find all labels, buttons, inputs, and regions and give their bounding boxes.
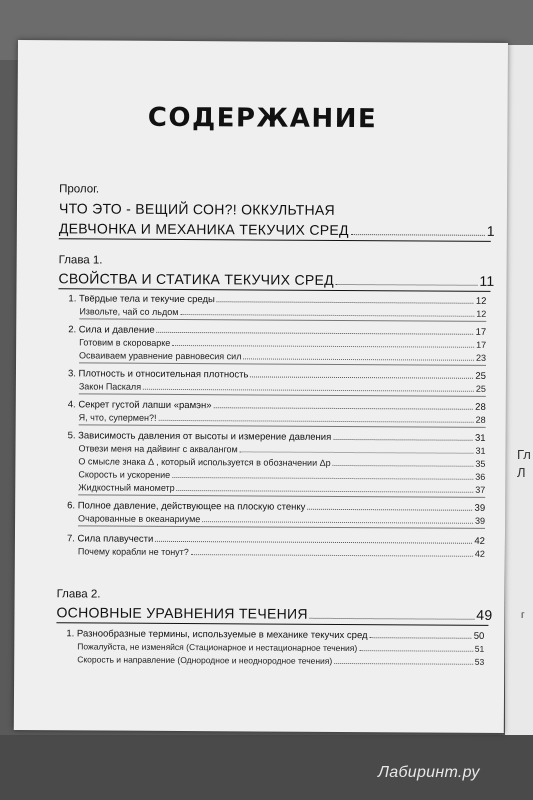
prologue-label: Пролог. [59, 183, 100, 196]
section-divider [79, 362, 486, 365]
chapter2-label: Глава 2. [56, 588, 101, 601]
chapter1-label: Глава 1. [58, 254, 103, 267]
toc-subsection: О смысле знака Δ , который используется в обозначении Δp 35 [78, 456, 486, 469]
leader-dots [217, 294, 474, 304]
section-divider [79, 424, 486, 427]
leader-dots [155, 534, 472, 544]
chapter2-rule [56, 622, 488, 626]
section-divider [78, 525, 485, 528]
section-divider [78, 494, 485, 497]
section-divider [79, 318, 486, 321]
section-divider [79, 393, 486, 396]
toc-section: 1. Твёрдые тела и текучие среды 12 [68, 293, 487, 307]
leader-dots [250, 369, 473, 378]
leader-dots [334, 656, 473, 665]
prologue-title-line1: ЧТО ЭТО - ВЕЩИЙ СОН?! ОККУЛЬТНАЯ [58, 200, 336, 218]
chapter2-title-line: ОСНОВНЫЕ УРАВНЕНИЯ ТЕЧЕНИЯ 49 [56, 604, 493, 623]
leader-dots [333, 458, 474, 467]
leader-dots [336, 274, 477, 286]
toc-subsection: Извольте, чай со льдом 12 [79, 306, 487, 319]
chapter1-page: 11 [479, 272, 495, 289]
leader-dots [172, 470, 473, 480]
toc-subsection: Очарованные в океанариуме 39 [78, 513, 486, 526]
toc-section: 1. Разнообразные термины, используемые в механике текучих сред 50 [66, 628, 485, 642]
toc-section: 7. Сила плавучести 42 [66, 533, 485, 547]
toc-section: 6. Полное давление, действующее на плоскую стенку 39 [67, 500, 486, 514]
leader-dots [240, 444, 474, 453]
toc-section: 2. Сила и давление 17 [68, 324, 487, 338]
toc-subsection: Скорость и направление (Однородное и неоднородное течения) 53 [77, 654, 485, 667]
adjacent-page-fragment: Гл [517, 447, 531, 462]
chapter1-rule [58, 288, 490, 292]
prologue-title-line2: ДЕВЧОНКА И МЕХАНИКА ТЕКУЧИХ СРЕД 1 [58, 220, 495, 239]
leader-dots [180, 307, 474, 317]
toc-section: 5. Зависимость давления от высоты и измерение давления 31 [67, 430, 486, 444]
toc-subsection: Жидкостный манометр 37 [78, 482, 486, 495]
leader-dots [307, 502, 472, 511]
watermark: Лабиринт.ру [378, 764, 480, 781]
adjacent-page [505, 45, 533, 735]
leader-dots [143, 382, 474, 392]
contents-page [14, 40, 508, 733]
prologue-rule [59, 238, 491, 242]
toc-subsection: Закон Паскаля 25 [78, 381, 486, 394]
toc-subsection: Скорость и ускорение 36 [78, 469, 486, 482]
toc-subsection: Пожалуйста, не изменяйся (Стационарное и нестационарное течения) 51 [77, 641, 485, 654]
leader-dots [359, 643, 473, 652]
leader-dots [243, 351, 474, 360]
leader-dots [157, 325, 474, 335]
chapter1-title-line: СВОЙСТВА И СТАТИКА ТЕКУЧИХ СРЕД 11 [58, 270, 495, 289]
leader-dots [370, 630, 472, 639]
leader-dots [310, 608, 475, 620]
page-title: СОДЕРЖАНИЕ [147, 102, 378, 135]
leader-dots [177, 483, 474, 493]
leader-dots [191, 547, 473, 557]
leader-dots [351, 224, 485, 236]
leader-dots [158, 413, 473, 423]
leader-dots [213, 400, 473, 410]
toc-subsection: Готовим в скороварке 17 [79, 337, 487, 350]
leader-dots [202, 514, 473, 524]
toc-subsection: Отвези меня на дайвинг с аквалангом 31 [78, 443, 486, 456]
toc-section: 3. Плотность и относительная плотность 25 [67, 368, 486, 382]
chapter2-page: 49 [476, 606, 493, 623]
toc-subsection: Осваиваем уравнение равновесия сил 23 [79, 350, 487, 363]
toc-section: 4. Секрет густой лапши «рамэн» 28 [67, 399, 486, 413]
adjacent-page-fragment: Л [517, 465, 526, 480]
toc-subsection: Почему корабли не тонут? 42 [77, 546, 485, 559]
toc-subsection: Я, что, супермен?! 28 [78, 412, 486, 425]
leader-dots [333, 432, 473, 441]
adjacent-page-fragment: г [521, 610, 525, 621]
prologue-page: 1 [486, 222, 495, 239]
leader-dots [172, 338, 474, 348]
